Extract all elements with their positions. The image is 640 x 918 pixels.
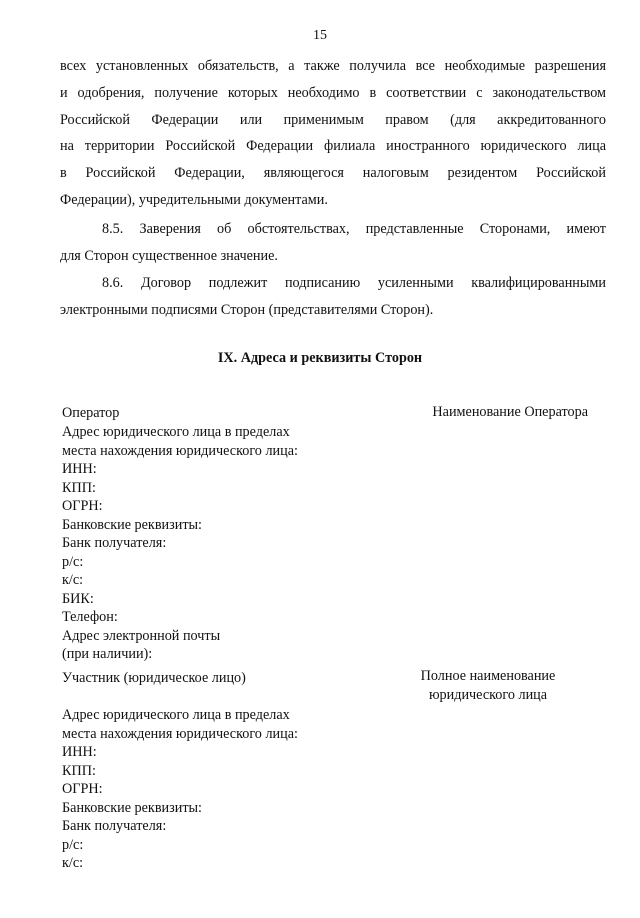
participant-fields bbox=[62, 706, 298, 873]
field-label: места нахождения юридического лица: bbox=[62, 725, 298, 742]
page-number: 15 bbox=[313, 28, 327, 43]
field-label: Банк получателя: bbox=[62, 535, 167, 551]
participant-name-line: Полное наименование bbox=[420, 668, 556, 684]
field-label: КПП: bbox=[62, 479, 96, 496]
participant-name-line: юридического лица bbox=[428, 686, 548, 703]
paragraph-line: в Российской Федерации, являющегося налоговым резидентом Российской bbox=[60, 165, 606, 182]
field-label: ИНН: bbox=[62, 461, 97, 477]
paragraph-line: на территории Российской Федерации филиала иностранного юридического лица bbox=[60, 138, 606, 155]
top-paragraph bbox=[60, 53, 606, 214]
field-label: Банк получателя: bbox=[62, 818, 167, 834]
field-label: Банковские реквизиты: bbox=[62, 516, 202, 533]
field-label: Банковские реквизиты: bbox=[62, 799, 202, 816]
operator-label: Оператор bbox=[62, 405, 120, 421]
field-label: р/с: bbox=[62, 553, 84, 570]
field-label: БИК: bbox=[62, 590, 94, 607]
field-label: ОГРН: bbox=[62, 781, 103, 797]
field-label: Адрес юридического лица в пределах bbox=[62, 424, 290, 440]
paragraph-line: Российской Федерации или применимым правом (для аккредитованного bbox=[60, 111, 606, 128]
field-label: Адрес юридического лица в пределах bbox=[62, 707, 290, 723]
field-label: места нахождения юридического лица: bbox=[62, 442, 298, 459]
paragraph-line: и одобрения, получение которых необходимо в соответствии с законодательством bbox=[60, 84, 606, 101]
field-label: ИНН: bbox=[62, 744, 97, 760]
clause-8-6 bbox=[60, 270, 606, 324]
clause-line: электронными подписями Сторон (представителями Сторон). bbox=[60, 301, 434, 318]
paragraph-line: всех установленных обязательств, а также получила все необходимые разрешения bbox=[60, 58, 606, 74]
field-label: КПП: bbox=[62, 762, 96, 779]
participant-label: Участник (юридическое лицо) bbox=[62, 670, 246, 686]
clause-line: 8.6. Договор подлежит подписанию усиленными квалифицированными bbox=[102, 275, 606, 291]
field-label: р/с: bbox=[62, 836, 84, 853]
field-label: Телефон: bbox=[62, 609, 118, 625]
operator-fields bbox=[62, 423, 298, 664]
field-label: Адрес электронной почты bbox=[62, 627, 221, 644]
field-label: (при наличии): bbox=[62, 646, 153, 662]
clause-8-5 bbox=[60, 216, 606, 270]
clause-line: для Сторон существенное значение. bbox=[60, 247, 278, 264]
section-heading: IX. Адреса и реквизиты Сторон bbox=[217, 350, 423, 366]
operator-name-placeholder: Наименование Оператора bbox=[432, 404, 588, 420]
field-label: к/с: bbox=[62, 572, 84, 588]
paragraph-line: Федерации), учредительными документами. bbox=[60, 191, 328, 208]
participant-name-placeholder bbox=[388, 667, 588, 704]
field-label: к/с: bbox=[62, 855, 84, 871]
clause-line: 8.5. Заверения об обстоятельствах, представленные Сторонами, имеют bbox=[102, 221, 606, 237]
field-label: ОГРН: bbox=[62, 498, 103, 514]
